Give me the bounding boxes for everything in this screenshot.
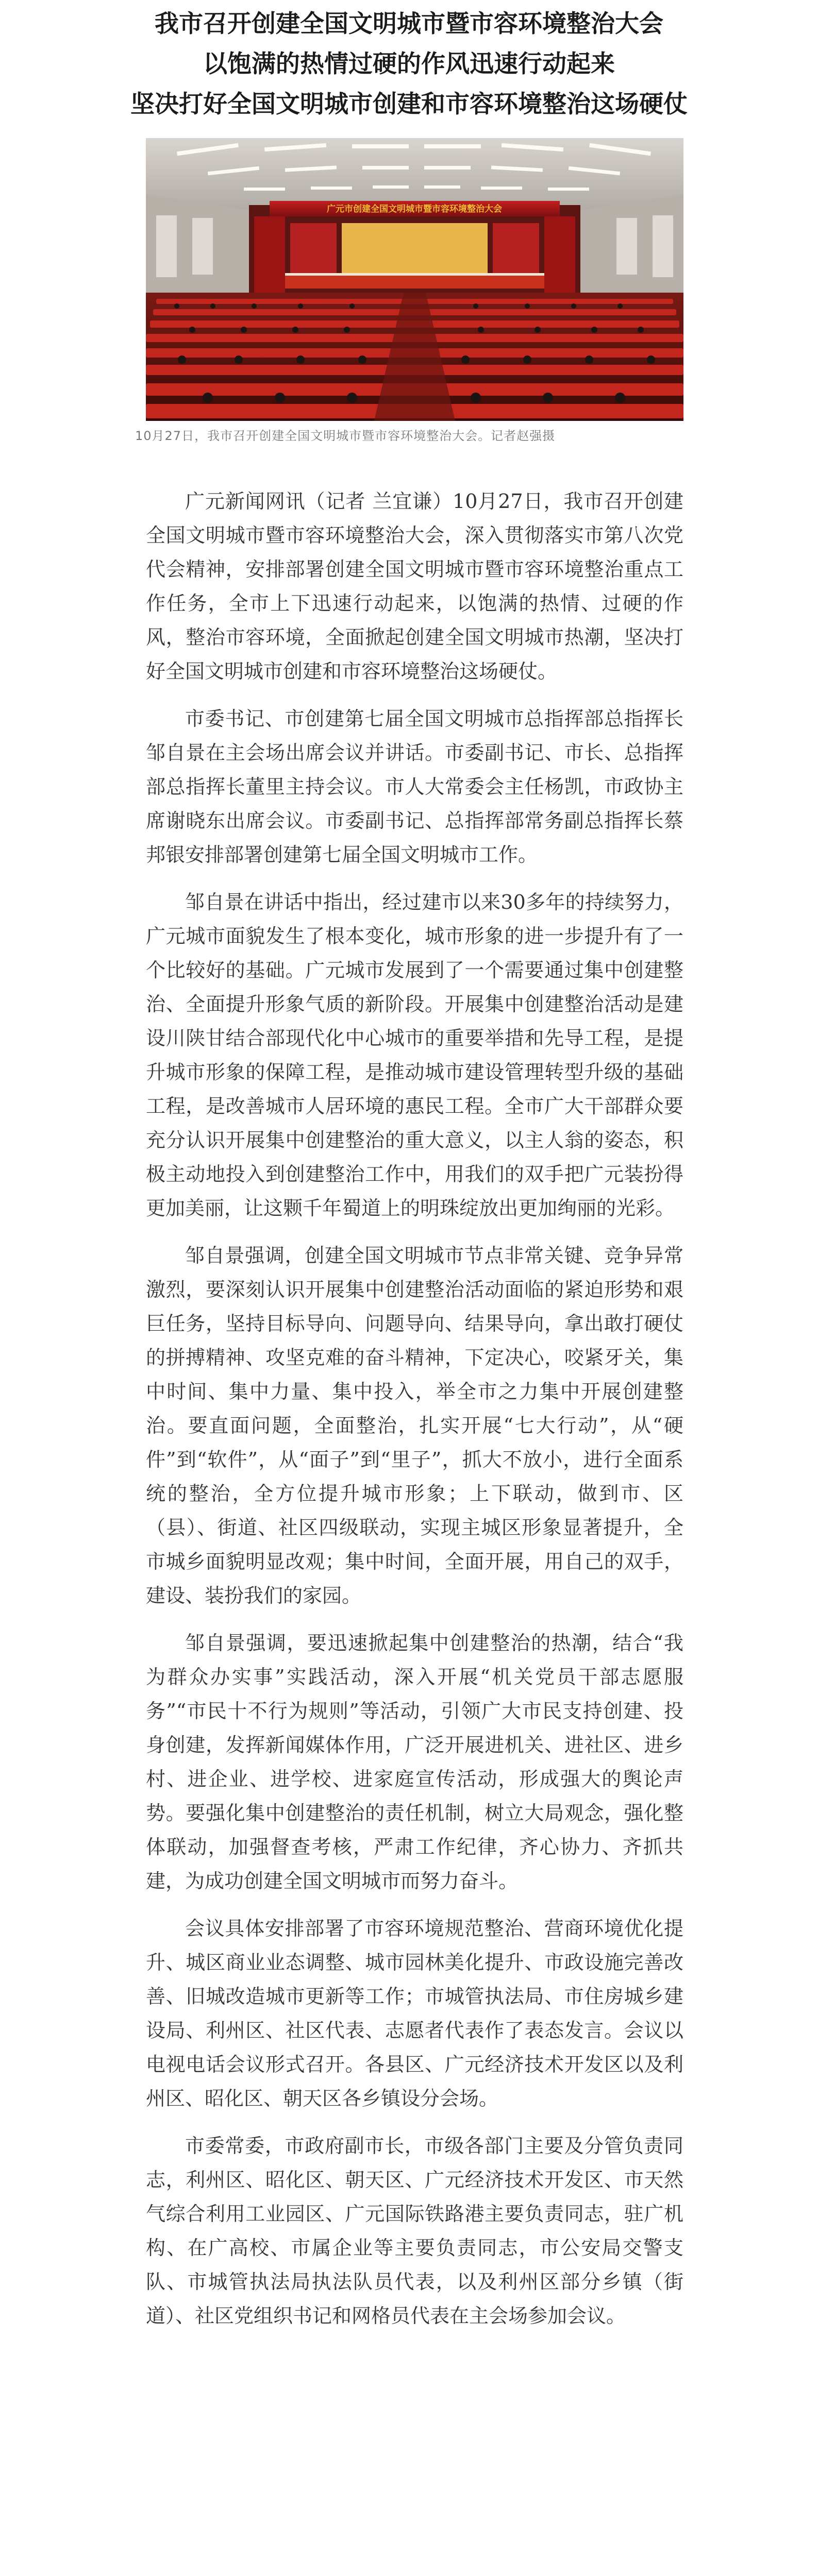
paragraph: 邹自景强调，创建全国文明城市节点非常关键、竞争异常激烈，要深刻认识开展集中创建整治活动面临的紧迫形势和艰巨任务，坚持目标导向、问题导向、结果导向，拿出敢打硬仗的拼搏精神、攻坚克难的奋斗精神，下定决心，咬紧牙关，集中时间、集中力量、集中投入，举全市之力集中开展创建整治。要直面问题，全面整治，扎实开展“七大行动”，从“硬件”到“软件”，从“面子”到“里子”，抓大不放小，进行全面系统的整治，全方位提升城市形象；上下联动，做到市、区（县）、街道、社区四级联动，实现主城区形象显著提升，全市城乡面貌明显改观；集中时间，全面开展，用自己的双手，建设、装扮我们的家园。 <box>146 1244 683 1607</box>
headline-line-3: 坚决打好全国文明城市创建和市容环境整治这场硬仗 <box>130 90 688 118</box>
paragraph: 邹自景强调，要迅速掀起集中创建整治的热潮，结合“我为群众办实事”实践活动，深入开展“机关党员干部志愿服务”“市民十不行为规则”等活动，引领广大市民支持创建、投身创建，发挥新闻媒体作用，广泛开展进机关、进社区、进乡村、进企业、进学校、进家庭宣传活动，形成强大的舆论声势。要强化集中创建整治的责任机制，树立大局观念，强化整体联动，加强督查考核，严肃工作纪律，齐心协力、齐抓共建，为成功创建全国文明城市而努力奋斗。 <box>146 1632 683 1892</box>
article-body <box>146 484 683 2346</box>
conference-photo <box>146 138 683 421</box>
paragraph: 广元新闻网讯（记者 兰宜谦）10月27日，我市召开创建全国文明城市暨市容环境整治大会，深入贯彻落实市第八次党代会精神，安排部署创建全国文明城市暨市容环境整治重点工作任务，全市上下迅速行动起来，以饱满的热情、过硬的作风，整治市容环境，全面掀起创建全国文明城市热潮，坚决打好全国文明城市创建和市容环境整治这场硬仗。 <box>146 490 683 683</box>
conference-hall-illustration <box>146 138 683 421</box>
stage-backdrop <box>342 223 488 275</box>
paragraph: 市委书记、市创建第七届全国文明城市总指挥部总指挥长邹自景在主会场出席会议并讲话。市委副书记、市长、总指挥部总指挥长董里主持会议。市人大常委会主任杨凯，市政协主席谢晓东出席会议。市委副书记、总指挥部常务副总指挥长蔡邦银安排部署创建第七届全国文明城市工作。 <box>146 707 683 866</box>
headline-line-1: 我市召开创建全国文明城市暨市容环境整治大会 <box>155 10 663 38</box>
paragraph: 邹自景在讲话中指出，经过建市以来30多年的持续努力，广元城市面貌发生了根本变化，城市形象的进一步提升有了一个比较好的基础。广元城市发展到了一个需要通过集中创建整治、全面提升形象气质的新阶段。开展集中创建整治活动是建设川陕甘结合部现代化中心城市的重要举措和先导工程，是提升城市形象的保障工程，是推动城市建设管理转型升级的基础工程，是改善城市人居环境的惠民工程。全市广大干部群众要充分认识开展集中创建整治的重大意义，以主人翁的姿态，积极主动地投入到创建整治工作中，用我们的双手把广元装扮得更加美丽，让这颗千年蜀道上的明珠绽放出更加绚丽的光彩。 <box>146 891 683 1219</box>
paragraph: 会议具体安排部署了市容环境规范整治、营商环境优化提升、城区商业业态调整、城市园林美化提升、市政设施完善改善、旧城改造城市更新等工作；市城管执法局、市住房城乡建设局、利州区、社区代表、志愿者代表作了表态发言。会议以电视电话会议形式召开。各县区、广元经济技术开发区以及利州区、昭化区、朝天区各乡镇设分会场。 <box>146 1917 683 2110</box>
paragraph: 市委常委，市政府副市长，市级各部门主要及分管负责同志，利州区、昭化区、朝天区、广元经济技术开发区、市天然气综合利用工业园区、广元国际铁路港主要负责同志，驻广机构、在广高校、市属企业等主要负责同志，市公安局交警支队、市城管执法局执法队员代表，以及利州区部分乡镇（街道）、社区党组织书记和网格员代表在主会场参加会议。 <box>146 2134 683 2327</box>
headline-line-2: 以饱满的热情过硬的作风迅速行动起来 <box>203 50 615 78</box>
stage-banner-text: 广元市创建全国文明城市暨市容环境整治大会 <box>327 204 502 214</box>
photo-caption: 10月27日，我市召开创建全国文明城市暨市容环境整治大会。记者赵强摄 <box>135 429 556 443</box>
